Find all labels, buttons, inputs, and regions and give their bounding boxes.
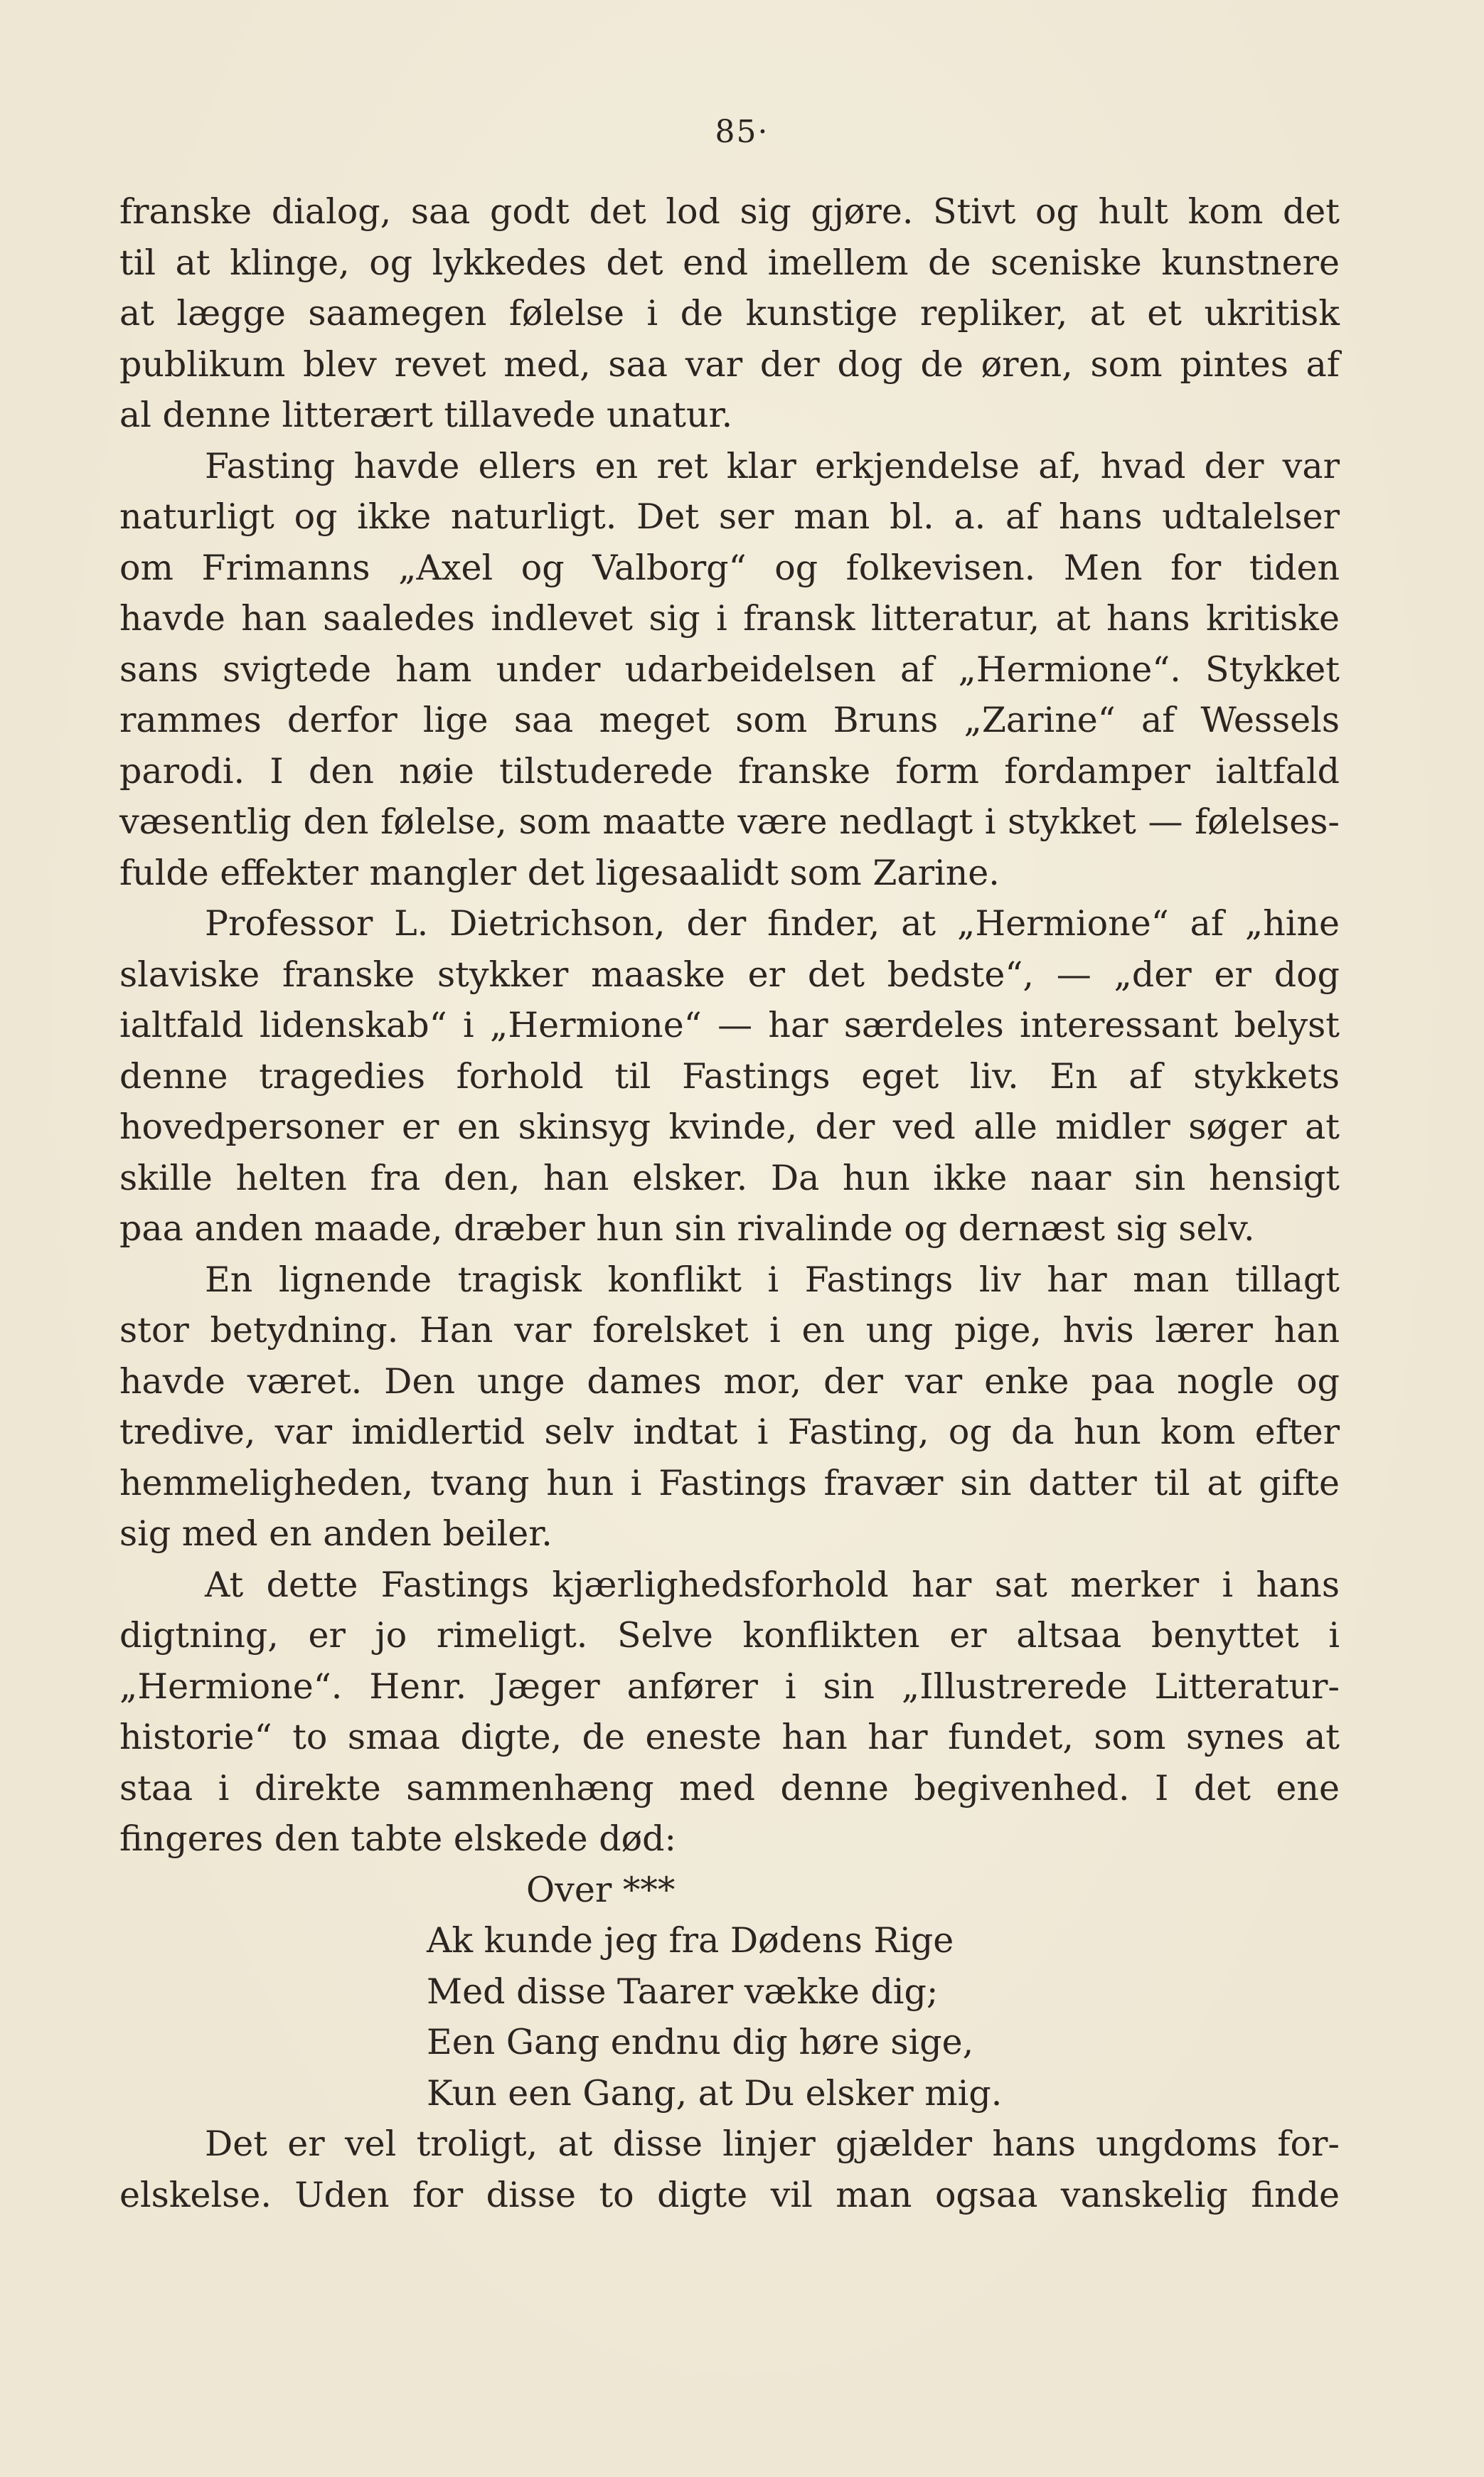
body-text	[119, 186, 1340, 2220]
text-line: havde været. Den unge dames mor, der var enke paa nogle og	[119, 1360, 1340, 1402]
text-line: elskelse. Uden for disse to digte vil man ogsaa vanskelig finde	[119, 2174, 1340, 2215]
text-line: Fasting havde ellers en ret klar erkjendelse af, hvad der var	[205, 445, 1340, 486]
text-line: om Frimanns „Axel og Valborg“ og folkevisen. Men for tiden	[119, 547, 1340, 588]
text-line: paa anden maade, dræber hun sin rivalinde og dernæst sig selv.	[119, 1208, 1255, 1249]
text-line: publikum blev revet med, saa var der dog de øren, som pintes af	[119, 343, 1340, 385]
text-line: naturligt og ikke naturligt. Det ser man bl. a. af hans udtalelser	[119, 496, 1340, 537]
paragraph-1	[119, 186, 1340, 441]
poem-verse-line: Kun een Gang, at Du elsker mig.	[427, 2072, 1003, 2114]
text-line: havde han saaledes indlevet sig i fransk litteratur, at hans kritiske	[119, 598, 1340, 639]
text-line: fingeres den tabte elskede død:	[119, 1818, 676, 1859]
text-line: slaviske franske stykker maaske er det bedste“, — „der er dog	[119, 954, 1340, 995]
text-line: hovedpersoner er en skinsyg kvinde, der ved alle midler søger at	[119, 1107, 1340, 1147]
text-line: franske dialog, saa godt det lod sig gjøre. Stivt og hult kom det	[119, 191, 1340, 232]
text-line: Det er vel troligt, at disse linjer gjælder hans ungdoms for-	[205, 2124, 1340, 2164]
paragraph-3	[119, 898, 1340, 1255]
poem-verse-line: Een Gang endnu dig høre sige,	[427, 2022, 974, 2062]
poem-title: Over ***	[526, 1869, 676, 1910]
text-line: parodi. I den nøie tilstuderede franske form fordamper ialtfald	[119, 750, 1340, 792]
text-line: al denne litterært tillavede unatur.	[119, 395, 733, 435]
text-line: Professor L. Dietrichson, der finder, at „Hermione“ af „hine	[205, 903, 1340, 944]
text-line: tredive, var imidlertid selv indtat i Fasting, og da hun kom efter	[119, 1412, 1340, 1452]
text-line: sig med en anden beiler.	[119, 1513, 553, 1554]
page-number: 85·	[715, 114, 769, 150]
text-line: „Hermione“. Henr. Jæger anfører i sin „Illustrerede Litteratur-	[119, 1666, 1340, 1707]
paragraph-6	[119, 2119, 1340, 2220]
text-line: skille helten fra den, han elsker. Da hun ikke naar sin hensigt	[119, 1157, 1340, 1198]
text-line: denne tragedies forhold til Fastings eget liv. En af stykkets	[119, 1055, 1340, 1097]
text-line: historie“ to smaa digte, de eneste han har fundet, som synes at	[119, 1717, 1340, 1757]
text-line: til at klinge, og lykkedes det end imellem de sceniske kunstnere	[119, 242, 1340, 283]
text-line: ialtfald lidenskab“ i „Hermione“ — har særdeles interessant belyst	[119, 1005, 1340, 1045]
text-line: At dette Fastings kjærlighedsforhold har sat merker i hans	[205, 1564, 1340, 1605]
poem-verse-line: Ak kunde jeg fra Dødens Rige	[427, 1920, 954, 1961]
text-line: fulde effekter mangler det ligesaalidt som Zarine.	[119, 852, 1000, 893]
paragraph-5	[119, 1560, 1340, 1865]
text-line: staa i direkte sammenhæng med denne begivenhed. I det ene	[119, 1767, 1340, 1809]
text-line: at lægge saamegen følelse i de kunstige repliker, at et ukritisk	[119, 293, 1340, 334]
text-line: En lignende tragisk konflikt i Fastings liv har man tillagt	[205, 1259, 1340, 1300]
poem	[119, 1865, 1340, 2119]
text-line: rammes derfor lige saa meget som Bruns „Zarine“ af Wessels	[119, 700, 1340, 740]
text-line: hemmeligheden, tvang hun i Fastings fravær sin datter til at gifte	[119, 1462, 1340, 1503]
paragraph-2	[119, 441, 1340, 899]
text-line: digtning, er jo rimeligt. Selve konflikten er altsaa benyttet i	[119, 1615, 1340, 1656]
text-line: stor betydning. Han var forelsket i en ung pige, hvis lærer han	[119, 1310, 1340, 1351]
poem-verse-line: Med disse Taarer vække dig;	[427, 1971, 939, 2012]
text-line: væsentlig den følelse, som maatte være nedlagt i stykket — følelses-	[119, 801, 1340, 842]
paragraph-4	[119, 1255, 1340, 1560]
text-line: sans svigtede ham under udarbeidelsen af „Hermione“. Stykket	[119, 649, 1340, 690]
